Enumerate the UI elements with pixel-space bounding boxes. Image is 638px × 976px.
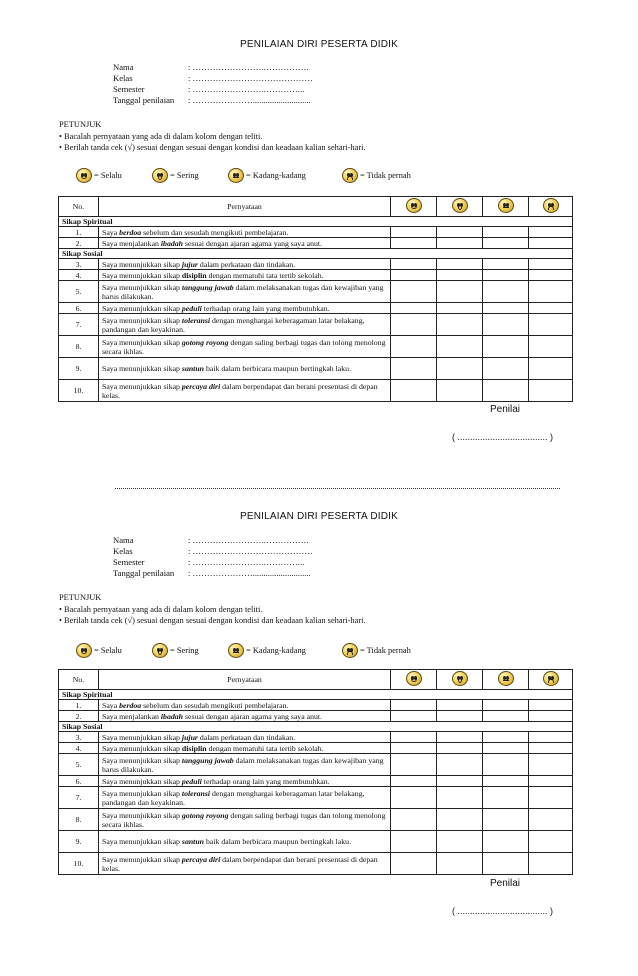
field-label: Tanggal penilaian <box>113 95 175 105</box>
check-cell[interactable] <box>529 336 573 358</box>
check-cell[interactable] <box>529 314 573 336</box>
smile-emoji-icon <box>406 198 422 213</box>
legend <box>76 166 436 184</box>
check-cell[interactable] <box>483 754 529 776</box>
check-cell[interactable] <box>437 711 483 722</box>
semester-fill-line: : …………………….…………... <box>188 557 305 567</box>
table-row: 9. Saya menunjukkan sikap santun baik dalam berbicara maupun bertingkah laku. <box>59 358 573 380</box>
name-fill-line: : …………………….……………. <box>188 62 309 72</box>
instruction-item: • Berilah tanda cek (√) sesuai dengan sesuai dengan kondisi dan keadaan kalian sehari-hari. <box>59 616 366 625</box>
check-cell[interactable] <box>483 787 529 809</box>
grin-emoji-icon <box>452 198 468 213</box>
student-info-block <box>113 62 313 106</box>
legend-text: = Selalu <box>94 170 122 180</box>
check-cell[interactable] <box>483 732 529 743</box>
check-cell[interactable] <box>437 700 483 711</box>
name-fill-line: : …………………….……………. <box>188 535 309 545</box>
student-info-block <box>113 535 313 579</box>
check-cell[interactable] <box>391 281 437 303</box>
field-label: Tanggal penilaian <box>113 568 175 578</box>
signature-line: ( .................................... ) <box>452 432 554 442</box>
check-cell[interactable] <box>483 238 529 249</box>
check-cell[interactable] <box>529 303 573 314</box>
check-cell[interactable] <box>529 853 573 875</box>
check-cell[interactable] <box>437 831 483 853</box>
col-statement: Pernyataan <box>99 197 391 217</box>
instruction-item: • Bacalah pernyataan yang ada di dalam kolom dengan teliti. <box>59 604 263 614</box>
semester-fill-line: : …………………….…………... <box>188 84 305 94</box>
check-cell[interactable] <box>391 700 437 711</box>
table-row: 2. Saya menjalankan ibadah sesuai dengan ajaran agama yang saya anut. <box>59 238 573 249</box>
check-cell[interactable] <box>391 336 437 358</box>
legend-text: = Tidak pernah <box>360 645 411 655</box>
shocked-emoji-icon <box>543 198 559 213</box>
check-cell[interactable] <box>391 380 437 402</box>
check-cell[interactable] <box>529 743 573 754</box>
check-cell[interactable] <box>529 732 573 743</box>
grin-emoji-icon <box>152 643 168 658</box>
signature-line: ( .................................... ) <box>452 906 554 916</box>
check-cell[interactable] <box>437 754 483 776</box>
table-row: 4. Saya menunjukkan sikap disiplin dengan mematuhi tata tertib sekolah. <box>59 270 573 281</box>
check-cell[interactable] <box>437 336 483 358</box>
legend-text: = Sering <box>170 645 199 655</box>
check-cell[interactable] <box>391 776 437 787</box>
check-cell[interactable] <box>529 227 573 238</box>
instructions <box>59 592 366 627</box>
check-cell[interactable] <box>391 358 437 380</box>
smile-emoji-icon <box>76 168 92 183</box>
smile-emoji-icon <box>76 643 92 658</box>
grin-emoji-icon <box>152 168 168 183</box>
check-cell[interactable] <box>529 809 573 831</box>
smile-emoji-icon <box>406 671 422 686</box>
table-row: 1. Saya berdoa sebelum dan sesudah mengikuti pembelajaran. <box>59 700 573 711</box>
col-no: No. <box>59 670 99 690</box>
neutral-emoji-icon <box>498 198 514 213</box>
check-cell[interactable] <box>391 787 437 809</box>
instruction-item: • Berilah tanda cek (√) sesuai dengan sesuai dengan kondisi dan keadaan kalian sehari-hari. <box>59 143 366 152</box>
check-cell[interactable] <box>483 743 529 754</box>
neutral-emoji-icon <box>498 671 514 686</box>
table-row: 6. Saya menunjukkan sikap peduli terhadap orang lain yang membutuhkan. <box>59 303 573 314</box>
check-cell[interactable] <box>391 732 437 743</box>
class-fill-line: : …………………………………… <box>188 546 313 556</box>
table-row: 1. Saya berdoa sebelum dan sesudah mengikuti pembelajaran. <box>59 227 573 238</box>
check-cell[interactable] <box>391 314 437 336</box>
field-label: Semester <box>113 84 145 94</box>
check-cell[interactable] <box>391 743 437 754</box>
check-cell[interactable] <box>483 853 529 875</box>
table-row: 8. Saya menunjukkan sikap gotong royong dengan saling berbagi tugas dan tolong menolong secara ikhlas. <box>59 336 573 358</box>
check-cell[interactable] <box>483 358 529 380</box>
shocked-emoji-icon <box>543 671 559 686</box>
check-cell[interactable] <box>437 776 483 787</box>
check-cell[interactable] <box>529 238 573 249</box>
instructions <box>59 119 366 154</box>
class-fill-line: : …………………………………… <box>188 73 313 83</box>
assessment-table <box>58 196 573 402</box>
section-spiritual: Sikap Spiritual <box>59 217 573 227</box>
date-fill-line: : …………………........................... <box>188 568 311 578</box>
col-no: No. <box>59 197 99 217</box>
table-row: 6. Saya menunjukkan sikap peduli terhadap orang lain yang membutuhkan. <box>59 776 573 787</box>
neutral-emoji-icon <box>228 643 244 658</box>
table-row: 7. Saya menunjukkan sikap toleransi dengan menghargai keberagaman latar belakang, pandangan dan keyakinan. <box>59 314 573 336</box>
check-cell[interactable] <box>483 314 529 336</box>
check-cell[interactable] <box>529 831 573 853</box>
check-cell[interactable] <box>483 380 529 402</box>
legend-text: = Sering <box>170 170 199 180</box>
check-cell[interactable] <box>483 303 529 314</box>
check-cell[interactable] <box>437 281 483 303</box>
legend-text: = Kadang-kadang <box>246 170 306 180</box>
check-cell[interactable] <box>437 358 483 380</box>
check-cell[interactable] <box>437 314 483 336</box>
check-cell[interactable] <box>529 281 573 303</box>
neutral-emoji-icon <box>228 168 244 183</box>
field-label: Semester <box>113 557 145 567</box>
cut-line <box>115 488 560 489</box>
check-cell[interactable] <box>437 809 483 831</box>
check-cell[interactable] <box>437 270 483 281</box>
check-cell[interactable] <box>529 700 573 711</box>
table-header <box>59 197 573 217</box>
check-cell[interactable] <box>483 711 529 722</box>
col-statement: Pernyataan <box>99 670 391 690</box>
check-cell[interactable] <box>529 787 573 809</box>
legend <box>76 641 436 659</box>
check-cell[interactable] <box>437 853 483 875</box>
field-label: Kelas <box>113 73 133 83</box>
check-cell[interactable] <box>391 831 437 853</box>
check-cell[interactable] <box>391 754 437 776</box>
check-cell[interactable] <box>437 743 483 754</box>
table-row: 3. Saya menunjukkan sikap jujur dalam perkataan dan tindakan. <box>59 259 573 270</box>
shocked-emoji-icon <box>342 168 358 183</box>
check-cell[interactable] <box>529 259 573 270</box>
section-social: Sikap Sosial <box>59 249 573 259</box>
table-row: 10. Saya menunjukkan sikap percaya diri dalam berpendapat dan berani presentasi di depan kelas. <box>59 380 573 402</box>
check-cell[interactable] <box>529 776 573 787</box>
check-cell[interactable] <box>437 238 483 249</box>
check-cell[interactable] <box>529 358 573 380</box>
assessor-label: Penilai <box>490 878 521 889</box>
section-spiritual: Sikap Spiritual <box>59 690 573 700</box>
check-cell[interactable] <box>391 711 437 722</box>
check-cell[interactable] <box>529 380 573 402</box>
table-header <box>59 670 573 690</box>
table-row: 4. Saya menunjukkan sikap disiplin dengan mematuhi tata tertib sekolah. <box>59 743 573 754</box>
instructions-title: PETUNJUK <box>59 120 102 129</box>
page-title: PENILAIAN DIRI PESERTA DIDIK <box>239 39 399 50</box>
instruction-item: • Bacalah pernyataan yang ada di dalam kolom dengan teliti. <box>59 131 263 141</box>
assessor-label: Penilai <box>490 404 521 415</box>
check-cell[interactable] <box>391 227 437 238</box>
table-row: 7. Saya menunjukkan sikap toleransi dengan menghargai keberagaman latar belakang, pandangan dan keyakinan. <box>59 787 573 809</box>
check-cell[interactable] <box>483 281 529 303</box>
check-cell[interactable] <box>391 238 437 249</box>
check-cell[interactable] <box>483 227 529 238</box>
check-cell[interactable] <box>529 270 573 281</box>
check-cell[interactable] <box>483 259 529 270</box>
legend-text: = Selalu <box>94 645 122 655</box>
legend-text: = Tidak pernah <box>360 170 411 180</box>
grin-emoji-icon <box>452 671 468 686</box>
check-cell[interactable] <box>391 270 437 281</box>
check-cell[interactable] <box>391 259 437 270</box>
check-cell[interactable] <box>391 809 437 831</box>
table-row: 3. Saya menunjukkan sikap jujur dalam perkataan dan tindakan. <box>59 732 573 743</box>
check-cell[interactable] <box>391 303 437 314</box>
check-cell[interactable] <box>437 380 483 402</box>
check-cell[interactable] <box>483 336 529 358</box>
check-cell[interactable] <box>437 227 483 238</box>
assessment-table <box>58 669 573 875</box>
field-label: Nama <box>113 535 134 545</box>
table-row: 9. Saya menunjukkan sikap santun baik dalam berbicara maupun bertingkah laku. <box>59 831 573 853</box>
date-fill-line: : …………………........................... <box>188 95 311 105</box>
check-cell[interactable] <box>437 259 483 270</box>
check-cell[interactable] <box>437 787 483 809</box>
check-cell[interactable] <box>483 831 529 853</box>
field-label: Kelas <box>113 546 133 556</box>
table-row: 10. Saya menunjukkan sikap percaya diri dalam berpendapat dan berani presentasi di depan kelas. <box>59 853 573 875</box>
shocked-emoji-icon <box>342 643 358 658</box>
check-cell[interactable] <box>391 853 437 875</box>
check-cell[interactable] <box>483 809 529 831</box>
check-cell[interactable] <box>529 754 573 776</box>
instructions-title: PETUNJUK <box>59 593 102 602</box>
page-title: PENILAIAN DIRI PESERTA DIDIK <box>239 511 399 522</box>
check-cell[interactable] <box>483 776 529 787</box>
field-label: Nama <box>113 62 134 72</box>
table-row: 8. Saya menunjukkan sikap gotong royong dengan saling berbagi tugas dan tolong menolong secara ikhlas. <box>59 809 573 831</box>
check-cell[interactable] <box>529 711 573 722</box>
check-cell[interactable] <box>437 303 483 314</box>
check-cell[interactable] <box>483 700 529 711</box>
check-cell[interactable] <box>483 270 529 281</box>
section-social: Sikap Sosial <box>59 722 573 732</box>
table-row: 5. Saya menunjukkan sikap tanggung jawab dalam melaksanakan tugas dan kewajiban yang harus dilakukan. <box>59 281 573 303</box>
table-row: 5. Saya menunjukkan sikap tanggung jawab dalam melaksanakan tugas dan kewajiban yang harus dilakukan. <box>59 754 573 776</box>
legend-text: = Kadang-kadang <box>246 645 306 655</box>
check-cell[interactable] <box>437 732 483 743</box>
table-row: 2. Saya menjalankan ibadah sesuai dengan ajaran agama yang saya anut. <box>59 711 573 722</box>
